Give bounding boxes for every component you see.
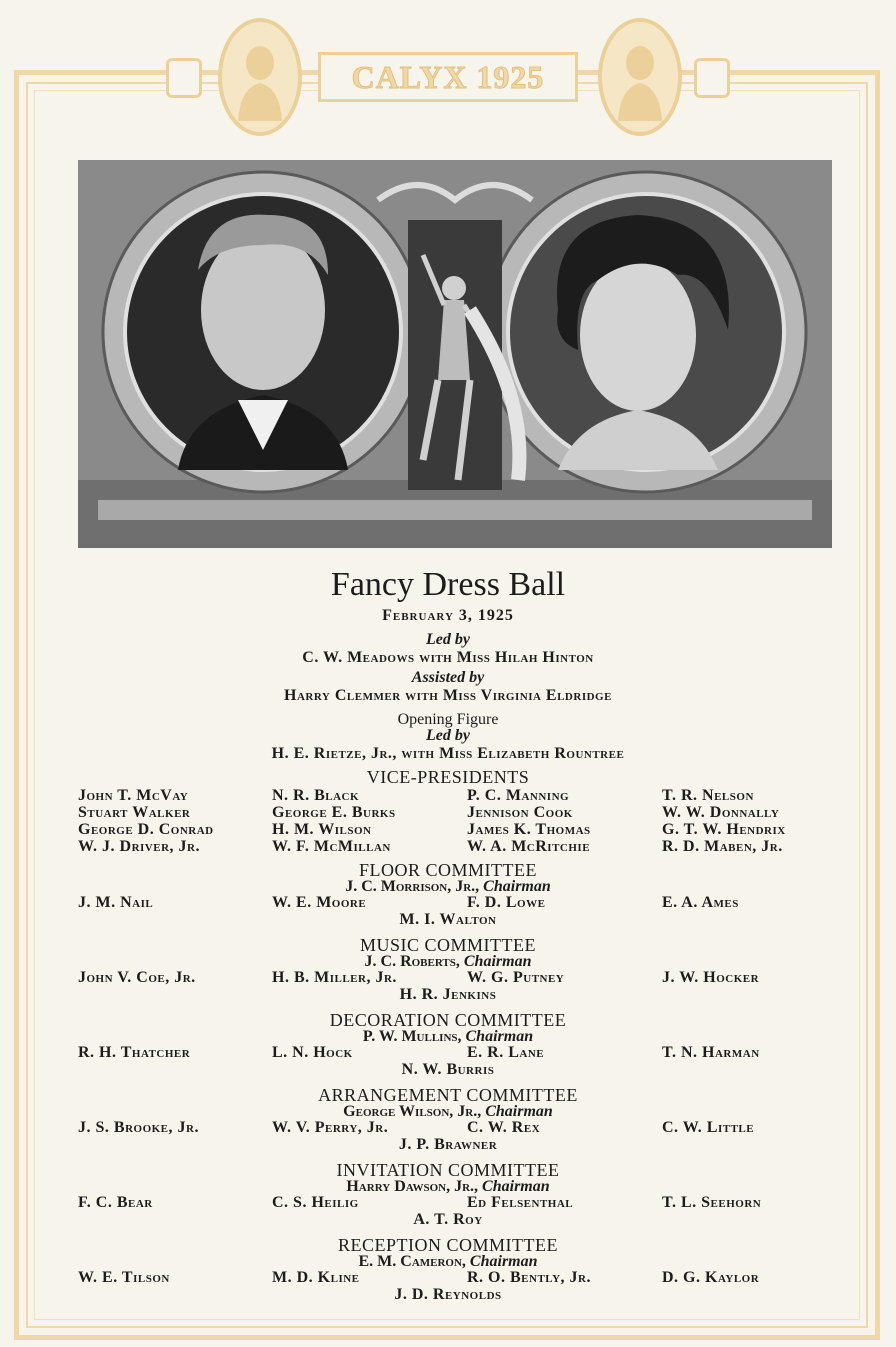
banner-scroll-right: [694, 58, 730, 98]
committee-heading: MUSIC COMMITTEE: [359, 935, 536, 955]
portrait-medallion-left-icon: [218, 18, 302, 136]
committee-member-mid-left: H. B. Miller, Jr.: [272, 969, 397, 986]
vice-president-name: R. D. Maben, Jr.: [662, 838, 783, 855]
committee-heading: FLOOR COMMITTEE: [359, 860, 537, 880]
man-face: [201, 230, 325, 390]
committee-member-left: J. S. Brooke, Jr.: [78, 1119, 199, 1136]
chairman-name: J. C. Roberts,: [364, 953, 460, 970]
committee-member-mid-left: C. S. Heilig: [272, 1194, 359, 1211]
chairman-name: George Wilson, Jr.,: [343, 1103, 482, 1120]
chairman-label: Chairman: [482, 1178, 550, 1195]
vice-president-name: G. T. W. Hendrix: [662, 821, 786, 838]
led-by-label: Led by: [426, 631, 470, 648]
committee-member-mid-right: F. D. Lowe: [467, 894, 546, 911]
banner-scroll-left: [166, 58, 202, 98]
vice-president-name: W. W. Donnally: [662, 804, 780, 821]
committee-member-bottom: A. T. Roy: [413, 1211, 483, 1228]
calyx-banner: [318, 52, 578, 102]
banner-title: CALYX 1925: [351, 58, 545, 95]
committee-heading: RECEPTION COMMITTEE: [338, 1235, 558, 1255]
committee-heading: ARRANGEMENT COMMITTEE: [318, 1085, 578, 1105]
vice-president-name: Stuart Walker: [78, 804, 191, 821]
vice-president-name: W. A. McRitchie: [467, 838, 591, 855]
opening-leaders: H. E. Rietze, Jr., with Miss Elizabeth Rountree: [271, 745, 625, 762]
woman-face: [580, 259, 696, 411]
committee-member-right: T. L. Seehorn: [662, 1194, 762, 1211]
vice-president-name: George D. Conrad: [78, 821, 214, 838]
event-date: February 3, 1925: [382, 607, 514, 624]
committee-member-mid-left: L. N. Hock: [272, 1044, 353, 1061]
chairman-label: Chairman: [469, 1253, 538, 1270]
chairman-label: Chairman: [485, 1103, 553, 1120]
committee-member-right: C. W. Little: [662, 1119, 755, 1136]
chairman-label: Chairman: [483, 878, 551, 895]
vice-president-name: H. M. Wilson: [272, 821, 372, 838]
committee-member-left: John V. Coe, Jr.: [78, 969, 196, 986]
committee-member-mid-right: E. R. Lane: [467, 1044, 545, 1061]
committee-heading: INVITATION COMMITTEE: [336, 1160, 560, 1180]
vice-president-name: T. R. Nelson: [662, 787, 754, 804]
assistants: Harry Clemmer with Miss Virginia Eldridge: [284, 687, 612, 704]
vice-president-name: N. R. Black: [272, 787, 360, 804]
committee-member-bottom: J. D. Reynolds: [394, 1286, 502, 1303]
opening-led-by-label: Led by: [426, 727, 470, 744]
chairman-label: Chairman: [465, 1028, 534, 1045]
page-title: Fancy Dress Ball: [330, 566, 566, 603]
chairman-name: Harry Dawson, Jr.,: [346, 1178, 479, 1195]
leaders: C. W. Meadows with Miss Hilah Hinton: [302, 649, 594, 666]
dancer-figure: [442, 276, 466, 300]
committee-member-mid-left: W. E. Moore: [272, 894, 367, 911]
chairman-name: J. C. Morrison, Jr.,: [345, 878, 480, 895]
committee-member-right: E. A. Ames: [662, 894, 739, 911]
committee-member-mid-left: W. V. Perry, Jr.: [272, 1119, 389, 1136]
committee-member-left: J. M. Nail: [78, 894, 154, 911]
committee-member-right: D. G. Kaylor: [662, 1269, 760, 1286]
committee-member-bottom: N. W. Burris: [401, 1061, 495, 1078]
committee-member-left: F. C. Bear: [78, 1194, 153, 1211]
committee-member-bottom: H. R. Jenkins: [399, 986, 497, 1003]
committee-member-mid-right: Ed Felsenthal: [467, 1194, 574, 1211]
committee-member-right: T. N. Harman: [662, 1044, 760, 1061]
vice-president-name: John T. McVay: [78, 787, 189, 804]
committee-member-mid-right: C. W. Rex: [467, 1119, 541, 1136]
committee-member-left: W. E. Tilson: [78, 1269, 170, 1286]
vice-presidents-heading: VICE-PRESIDENTS: [366, 767, 530, 787]
committee-member-mid-right: W. G. Putney: [467, 969, 565, 986]
portrait-illustration: [78, 160, 832, 548]
committee-member-right: J. W. Hocker: [662, 969, 760, 986]
committee-member-mid-left: M. D. Kline: [272, 1269, 360, 1286]
committee-member-bottom: M. I. Walton: [399, 911, 497, 928]
committee-member-bottom: J. P. Brawner: [398, 1136, 498, 1153]
chairman-label: Chairman: [463, 953, 532, 970]
photo-panel: [78, 160, 832, 548]
committee-member-left: R. H. Thatcher: [78, 1044, 191, 1061]
vice-president-name: W. J. Driver, Jr.: [78, 838, 200, 855]
vice-president-name: Jennison Cook: [467, 804, 573, 821]
chairman-name: E. M. Cameron,: [358, 1253, 466, 1270]
portrait-medallion-right-icon: [598, 18, 682, 136]
vice-president-name: George E. Burks: [272, 804, 396, 821]
vice-president-name: P. C. Manning: [467, 787, 570, 804]
chairman-name: P. W. Mullins,: [362, 1028, 462, 1045]
vice-president-name: W. F. McMillan: [272, 838, 391, 855]
assisted-by-label: Assisted by: [411, 669, 485, 686]
vice-president-name: James K. Thomas: [467, 821, 591, 838]
opening-figure-label: Opening Figure: [397, 711, 499, 728]
committee-member-mid-right: R. O. Bently, Jr.: [467, 1269, 592, 1286]
committee-heading: DECORATION COMMITTEE: [329, 1010, 567, 1030]
